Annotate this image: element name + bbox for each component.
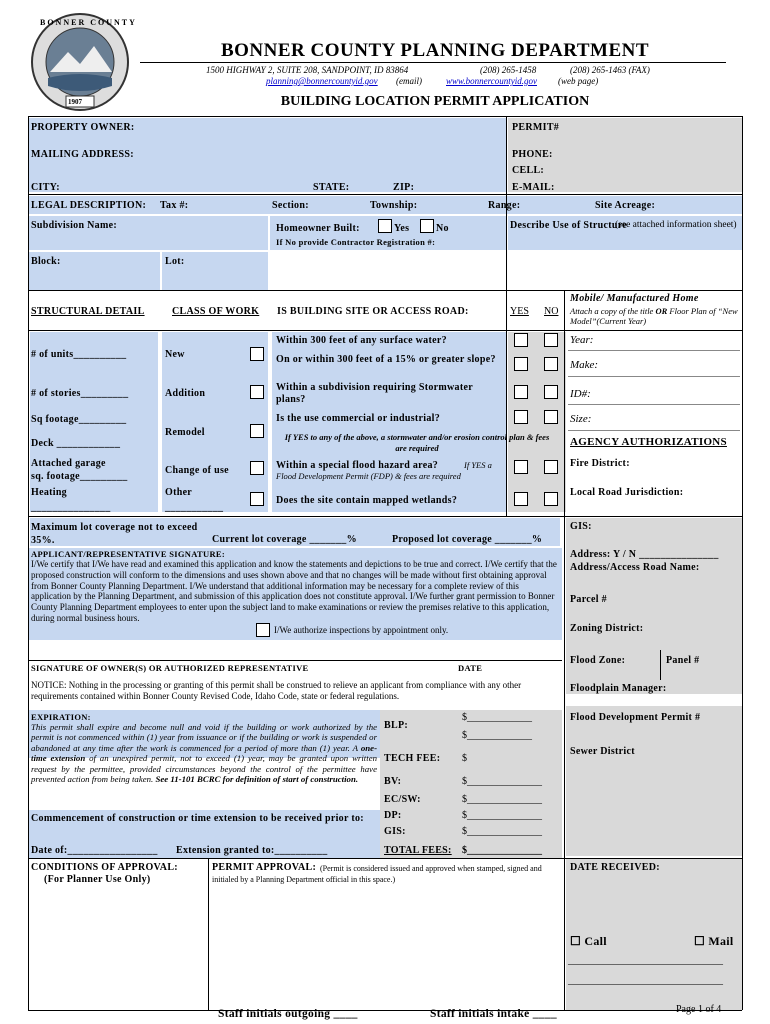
blp-fee-label: BLP: <box>384 720 408 731</box>
class-of-work-heading: CLASS OF WORK <box>172 306 260 317</box>
expiration-text: This permit shall expire and become null and void if the building or work authorized by the permit is not commenced within (1) year from issuance or if the building or work is suspended or abandoned at any time after the work is commenced for a period of more than (1) year. A one-time extension of an unexpired permit, not to exceed (1) year, may be granted upon written request by the permittee, provided circumstances beyond the control of the permittee have prevented action from being taken. See 11-101 BCRC for definition of start of construction. <box>31 722 377 785</box>
permit-approval-note: (Permit is considered issued and approved when stamped, signed and initialed by a Planning Department official in this space.) <box>212 864 542 884</box>
proposed-lot-coverage-label: Proposed lot coverage _______% <box>392 534 543 545</box>
flood-development-permit-label: Flood Development Permit # <box>570 712 701 723</box>
contractor-registration-label: If No provide Contractor Registration #: <box>276 237 436 247</box>
class-other-checkbox[interactable] <box>250 492 264 506</box>
gis-fee-label: GIS: <box>384 826 406 837</box>
block-label: Block: <box>31 256 61 267</box>
class-addition-checkbox[interactable] <box>250 385 264 399</box>
structural-detail-heading: STRUCTURAL DETAIL <box>31 306 145 317</box>
gis-label: GIS: <box>570 521 592 532</box>
tax-label: Tax #: <box>160 200 189 211</box>
q-surface-water: Within 300 feet of any surface water? <box>276 335 447 346</box>
mobile-size-label: Size: <box>570 413 592 425</box>
stormwater-note: If YES to any of the above, a stormwater and/or erosion control plan & fees are required <box>284 432 550 453</box>
cell-label: CELL: <box>512 165 545 176</box>
mobile-id-label: ID#: <box>570 388 591 400</box>
heating-label: Heating <box>31 487 67 498</box>
mobile-home-note: Attach a copy of the title OR Floor Plan of “New Model”(Current Year) <box>570 306 738 326</box>
subdivision-label: Subdivision Name: <box>31 220 117 231</box>
email-label: (email) <box>396 76 422 86</box>
q5-no-checkbox[interactable] <box>544 460 558 474</box>
mobile-home-heading: Mobile/ Manufactured Home <box>570 293 699 304</box>
mail-option[interactable]: ☐ Mail <box>694 934 734 948</box>
staff-initials-outgoing: Staff initials outgoing ____ <box>218 1008 358 1020</box>
email-link[interactable]: planning@bonnercountyid.gov <box>266 76 378 86</box>
call-option[interactable]: ☐ Call <box>570 934 607 948</box>
q-wetlands: Does the site contain mapped wetlands? <box>276 495 458 506</box>
zip-label: ZIP: <box>393 182 415 193</box>
email-label: E-MAIL: <box>512 182 555 193</box>
road-jurisdiction-label: Local Road Jurisdiction: <box>570 487 684 498</box>
ecsw-fee-value[interactable]: $_______________ <box>462 794 542 805</box>
section-label: Section: <box>272 200 309 211</box>
class-other-label: Other <box>165 487 193 498</box>
q1-no-checkbox[interactable] <box>544 333 558 347</box>
mobile-year-label: Year: <box>570 334 594 346</box>
phone-label: PHONE: <box>512 149 553 160</box>
fire-district-label: Fire District: <box>570 458 630 469</box>
web-link[interactable]: www.bonnercountyid.gov <box>446 76 537 86</box>
panel-label: Panel # <box>666 655 700 666</box>
extension-granted-label: Extension granted to:__________ <box>176 845 328 856</box>
seal-text: BONNER COUNTY <box>40 18 137 27</box>
deck-label: Deck ____________ <box>31 438 121 449</box>
state-label: STATE: <box>313 182 350 193</box>
address-yn-label: Address: Y / N _______________ <box>570 549 719 560</box>
tech-fee-value[interactable]: $ <box>462 753 467 764</box>
applicant-signature-heading: APPLICANT/REPRESENTATIVE SIGNATURE: <box>31 549 225 559</box>
homeowner-no-checkbox[interactable] <box>420 219 434 233</box>
q3-yes-checkbox[interactable] <box>514 385 528 399</box>
date-received-label: DATE RECEIVED: <box>570 862 660 873</box>
access-road-label: Address/Access Road Name: <box>570 562 700 573</box>
inspections-label: I/We authorize inspections by appointment only. <box>274 625 449 635</box>
q4-no-checkbox[interactable] <box>544 410 558 424</box>
township-label: Township: <box>370 200 418 211</box>
no-column-heading: NO <box>544 306 559 317</box>
max-lot-coverage-label: Maximum lot coverage not to exceed 35%. <box>31 522 198 546</box>
q4-yes-checkbox[interactable] <box>514 410 528 424</box>
property-owner-label: PROPERTY OWNER: <box>31 122 135 133</box>
class-new-label: New <box>165 349 185 360</box>
class-new-checkbox[interactable] <box>250 347 264 361</box>
q1-yes-checkbox[interactable] <box>514 333 528 347</box>
inspections-checkbox[interactable] <box>256 623 270 637</box>
stories-label: # of stories_________ <box>31 388 129 399</box>
class-addition-label: Addition <box>165 388 206 399</box>
form-title: BUILDING LOCATION PERMIT APPLICATION <box>280 94 590 109</box>
site-acreage-label: Site Acreage: <box>595 200 656 211</box>
current-lot-coverage-label: Current lot coverage _______% <box>212 534 357 545</box>
describe-use-label: Describe Use of Structure <box>510 220 628 231</box>
date-of-label: Date of:_________________ <box>31 845 158 856</box>
conditions-heading: CONDITIONS OF APPROVAL: <box>31 862 178 873</box>
ecsw-fee-label: EC/SW: <box>384 794 421 805</box>
dp-fee-value[interactable]: $_______________ <box>462 810 542 821</box>
q6-no-checkbox[interactable] <box>544 492 558 506</box>
header-fax: (208) 265-1463 (FAX) <box>570 65 650 75</box>
planner-use-note: (For Planner Use Only) <box>44 874 151 885</box>
page-title: BONNER COUNTY PLANNING DEPARTMENT <box>220 40 650 61</box>
parcel-label: Parcel # <box>570 594 607 605</box>
homeowner-yes-label: Yes <box>394 223 410 234</box>
flood-zone-label: Flood Zone: <box>570 655 626 666</box>
mailing-address-label: MAILING ADDRESS: <box>31 149 134 160</box>
zoning-district-label: Zoning District: <box>570 623 644 634</box>
total-fees-value[interactable]: $_______________ <box>462 845 542 856</box>
sewer-district-label: Sewer District <box>570 746 635 757</box>
yes-column-heading: YES <box>510 306 529 317</box>
gis-fee-value[interactable]: $_______________ <box>462 826 542 837</box>
county-seal <box>28 12 132 112</box>
notice-text: NOTICE: Nothing in the processing or granting of this permit shall be construed to relieve an applicant from compliance with any other requirements contained within Bonner County Revised Code, Idaho Code, state or federal regulations. <box>31 680 522 701</box>
flood-permit-note: If YES a Flood Development Permit (FDP) & fees are required <box>276 460 492 481</box>
q5-yes-checkbox[interactable] <box>514 460 528 474</box>
homeowner-no-label: No <box>436 223 449 234</box>
total-fees-label: TOTAL FEES: <box>384 845 452 856</box>
blp-fee-value[interactable]: $_____________ <box>462 712 532 723</box>
q-commercial: Is the use commercial or industrial? <box>276 413 441 424</box>
commencement-label: Commencement of construction or time extension to be received prior to: <box>31 813 364 824</box>
q6-yes-checkbox[interactable] <box>514 492 528 506</box>
heating-line: _______________ <box>31 502 111 513</box>
q2-no-checkbox[interactable] <box>544 357 558 371</box>
legal-description-label: LEGAL DESCRIPTION: <box>31 200 147 211</box>
tech-fee-label: TECH FEE: <box>384 753 441 764</box>
units-label: # of units__________ <box>31 349 127 360</box>
agency-authorizations-heading: AGENCY AUTHORIZATIONS <box>570 436 727 448</box>
owner-signature-line: SIGNATURE OF OWNER(S) OR AUTHORIZED REPRESENTATIVE <box>31 663 309 673</box>
signature-date-label: DATE <box>458 663 483 673</box>
class-change-of-use-label: Change of use <box>165 465 229 476</box>
bv-fee-value[interactable]: $_______________ <box>462 776 542 787</box>
received-line-1: _______________________________ <box>568 955 723 966</box>
header-address: 1500 HIGHWAY 2, SUITE 208, SANDPOINT, ID 83864 <box>206 65 409 75</box>
bv-fee-label: BV: <box>384 776 402 787</box>
sq-footage-label: Sq footage_________ <box>31 414 127 425</box>
garage-sq-footage-label: sq. footage_________ <box>31 471 128 482</box>
lot-label: Lot: <box>165 256 185 267</box>
range-label: Range: <box>488 200 521 211</box>
received-line-2: _______________________________ <box>568 975 723 986</box>
header-phone: (208) 265-1458 <box>480 65 537 75</box>
class-other-line: ___________ <box>165 502 224 513</box>
city-label: CITY: <box>31 182 60 193</box>
mobile-make-label: Make: <box>570 359 599 371</box>
staff-initials-intake: Staff initials intake ____ <box>430 1008 557 1020</box>
q3-no-checkbox[interactable] <box>544 385 558 399</box>
site-question-heading: IS BUILDING SITE OR ACCESS ROAD: <box>277 306 469 317</box>
q-flood-hazard: Within a special flood hazard area? <box>276 460 439 471</box>
web-label: (web page) <box>558 76 599 86</box>
attached-garage-label: Attached garage <box>31 458 106 469</box>
expiration-heading: EXPIRATION: <box>31 712 91 722</box>
dp-fee-label: DP: <box>384 810 402 821</box>
seal-year: 1907 <box>68 98 82 106</box>
class-remodel-checkbox[interactable] <box>250 424 264 438</box>
floodplain-manager-label: Floodplain Manager: <box>570 683 667 694</box>
blp-fee-value-2[interactable]: $_____________ <box>462 730 532 741</box>
class-remodel-label: Remodel <box>165 427 205 438</box>
permit-approval-heading: PERMIT APPROVAL: <box>212 862 317 873</box>
homeowner-yes-checkbox[interactable] <box>378 219 392 233</box>
q2-yes-checkbox[interactable] <box>514 357 528 371</box>
q-slope: On or within 300 feet of a 15% or greater slope? <box>276 354 496 365</box>
class-change-of-use-checkbox[interactable] <box>250 461 264 475</box>
certification-text: I/We certify that I/We have read and examined this application and know the statements and depictions to be true and correct. I/We certify that the proposed construction will conform to the dimensions and uses shown above and that no changes will be made without first obtaining approval from Bonner County Planning Department. I/We understand that additional information may be necessary for a complete review of this application by the Planning Department, and submission of this application does not constitute approval. I/We further grant permission to Bonner County Planning Department employees to enter upon the subject land to make examinations or review the premises relative to this application, during normal business hours. <box>31 559 557 623</box>
permit-number-label: PERMIT# <box>512 122 560 133</box>
page-number: Page 1 of 4 <box>676 1004 722 1015</box>
homeowner-built-label: Homeowner Built: <box>276 223 360 234</box>
q-stormwater: Within a subdivision requiring Stormwater plans? <box>276 382 473 405</box>
describe-use-note: (see attached information sheet) <box>615 220 737 230</box>
